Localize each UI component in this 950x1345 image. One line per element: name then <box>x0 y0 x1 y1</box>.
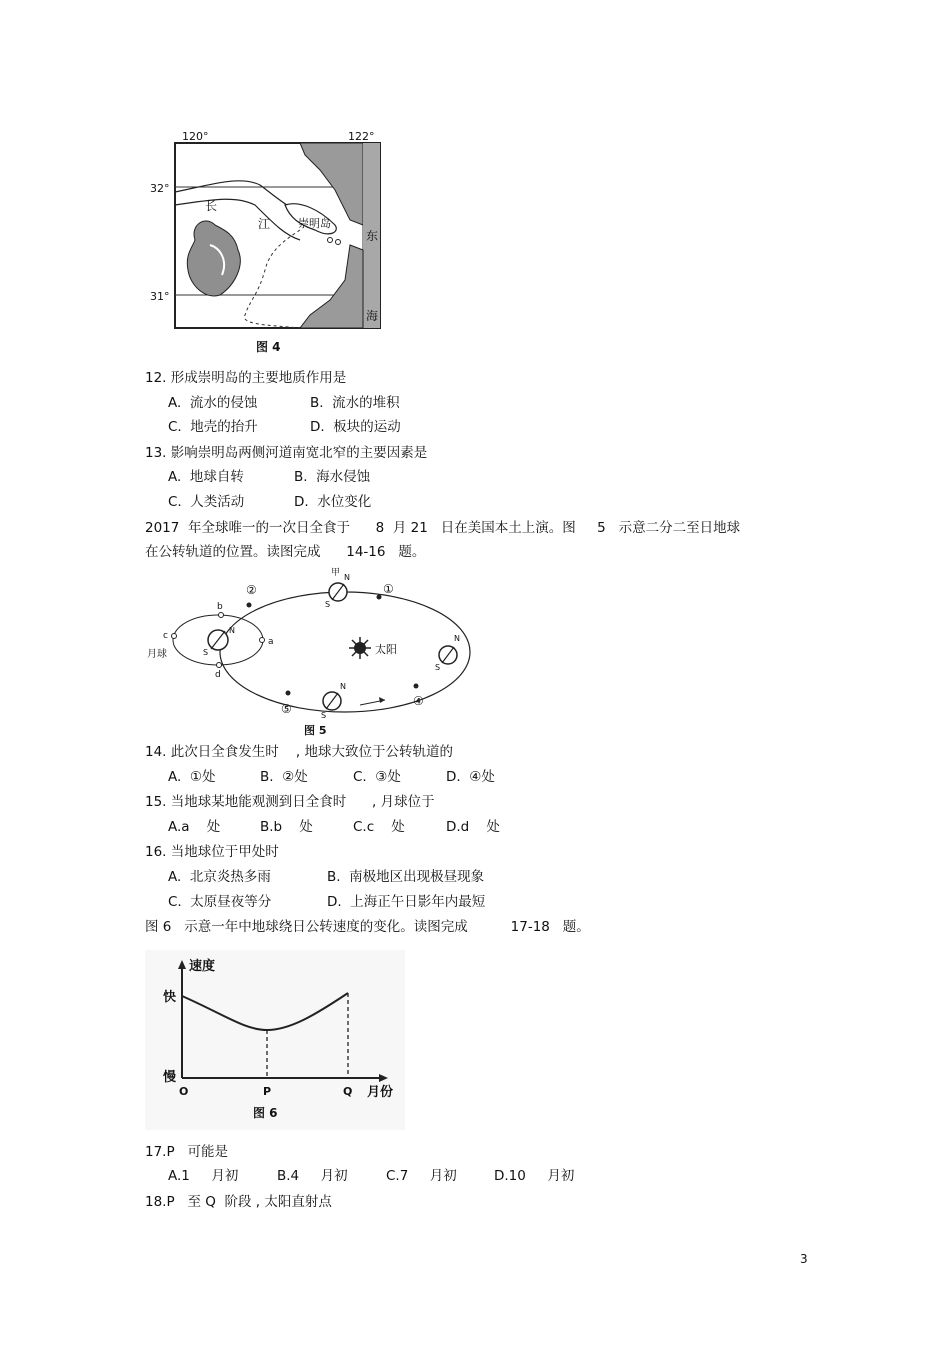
fig6-ylabel: 速度 <box>189 959 216 974</box>
q16-option-b[interactable]: B. 南极地区出现极昼现象 <box>327 869 485 885</box>
q15-stem: 15. 当地球某地能观测到日全食时 , 月球位于 <box>145 794 435 810</box>
figure-4-caption: 图 4 <box>256 340 281 354</box>
earth-right-s: S <box>435 663 441 672</box>
moon-pos-a: a <box>268 637 274 647</box>
q13-option-c[interactable]: C. 人类活动 <box>168 494 245 510</box>
earth-jia-n: N <box>344 573 350 582</box>
intro-14-16-line2: 在公转轨道的位置。读图完成 14-16 题。 <box>145 544 426 560</box>
fig6-origin: O <box>179 1085 189 1098</box>
fig4-label-chongming: 崇明岛 <box>298 217 331 230</box>
q16-stem: 16. 当地球位于甲处时 <box>145 844 279 860</box>
fig4-label-chang: 长 <box>205 199 218 213</box>
earth-icon-left <box>208 630 228 650</box>
fig4-label-hai: 海 <box>366 309 379 323</box>
q13-option-a[interactable]: A. 地球自转 <box>168 469 244 485</box>
moon-pos-b: b <box>217 602 223 612</box>
q17-stem: 17.P 可能是 <box>145 1144 228 1160</box>
q14-option-b[interactable]: B. ②处 <box>260 769 308 785</box>
fig4-lon-right: 122° <box>348 130 375 143</box>
sun-icon <box>349 637 371 659</box>
intro-17-18: 图 6 示意一年中地球绕日公转速度的变化。读图完成 17-18 题。 <box>145 919 590 935</box>
q16-option-d[interactable]: D. 上海正午日影年内最短 <box>327 894 486 910</box>
fig6-fast: 快 <box>163 990 177 1005</box>
q13-stem: 13. 影响崇明岛两侧河道南宽北窄的主要因素是 <box>145 445 428 461</box>
figure-5-orbit <box>145 565 475 735</box>
fig6-xlabel: 月份 <box>367 1085 394 1100</box>
q15-option-d[interactable]: D.d 处 <box>446 819 500 835</box>
moon-pos-c: c <box>163 631 168 641</box>
q14-option-d[interactable]: D. ④处 <box>446 769 495 785</box>
pos-5-label: ⑤ <box>281 702 292 716</box>
q18-stem: 18.P 至 Q 阶段 , 太阳直射点 <box>145 1194 332 1210</box>
figure-5-caption: 图 5 <box>304 724 327 737</box>
pos-2-label: ② <box>246 583 257 597</box>
earth-icon-jia <box>329 583 347 601</box>
earth-icon-right <box>439 646 457 664</box>
q12-option-d[interactable]: D. 板块的运动 <box>310 419 401 435</box>
fig6-caption: 图 6 <box>253 1106 278 1120</box>
figure-4-map <box>150 130 390 360</box>
q14-option-c[interactable]: C. ③处 <box>353 769 401 785</box>
q16-option-c[interactable]: C. 太原昼夜等分 <box>168 894 272 910</box>
earth-right-n: N <box>454 634 460 643</box>
q15-option-a[interactable]: A.a 处 <box>168 819 221 835</box>
earth-bottom-s: S <box>321 711 327 720</box>
q15-option-b[interactable]: B.b 处 <box>260 819 313 835</box>
pos-1-label: ① <box>383 582 394 596</box>
earth-jia-s: S <box>325 600 331 609</box>
earth-icon-bottom <box>323 692 341 710</box>
earth-left-n: N <box>229 626 235 635</box>
earth-left-s: S <box>203 648 209 657</box>
jia-label: 甲 <box>331 568 341 578</box>
q14-stem: 14. 此次日全食发生时 , 地球大致位于公转轨道的 <box>145 744 454 760</box>
figure-6-speed-chart <box>145 950 405 1130</box>
q16-option-a[interactable]: A. 北京炎热多雨 <box>168 869 271 885</box>
q17-option-c[interactable]: C.7 月初 <box>386 1168 457 1184</box>
fig6-q: Q <box>343 1085 353 1098</box>
q14-option-a[interactable]: A. ①处 <box>168 769 216 785</box>
q12-option-b[interactable]: B. 流水的堆积 <box>310 395 400 411</box>
earth-bottom-n: N <box>340 682 346 691</box>
q17-option-b[interactable]: B.4 月初 <box>277 1168 348 1184</box>
q12-stem: 12. 形成崇明岛的主要地质作用是 <box>145 370 347 386</box>
q13-option-b[interactable]: B. 海水侵蚀 <box>294 469 371 485</box>
fig4-lon-left: 120° <box>182 130 209 143</box>
q17-option-a[interactable]: A.1 月初 <box>168 1168 239 1184</box>
intro-14-16-line1: 2017 年全球唯一的一次日全食于 8 月 21 日在美国本土上演。图 5 示意二分二至日地球 <box>145 520 741 536</box>
fig4-lat-bottom: 31° <box>150 290 170 303</box>
fig6-p: P <box>263 1085 272 1098</box>
fig6-slow: 慢 <box>163 1070 177 1085</box>
moon-label: 月球 <box>147 649 167 660</box>
fig4-label-jiang: 江 <box>258 217 271 231</box>
q12-option-c[interactable]: C. 地壳的抬升 <box>168 419 258 435</box>
q17-option-d[interactable]: D.10 月初 <box>494 1168 575 1184</box>
fig4-label-dong: 东 <box>366 229 379 243</box>
sun-label: 太阳 <box>375 643 397 656</box>
q15-option-c[interactable]: C.c 处 <box>353 819 405 835</box>
moon-pos-d: d <box>215 670 221 680</box>
q12-option-a[interactable]: A. 流水的侵蚀 <box>168 395 258 411</box>
fig4-lat-top: 32° <box>150 182 170 195</box>
page-number: 3 <box>800 1252 808 1266</box>
pos-4-label: ④ <box>413 694 424 708</box>
q13-option-d[interactable]: D. 水位变化 <box>294 494 372 510</box>
